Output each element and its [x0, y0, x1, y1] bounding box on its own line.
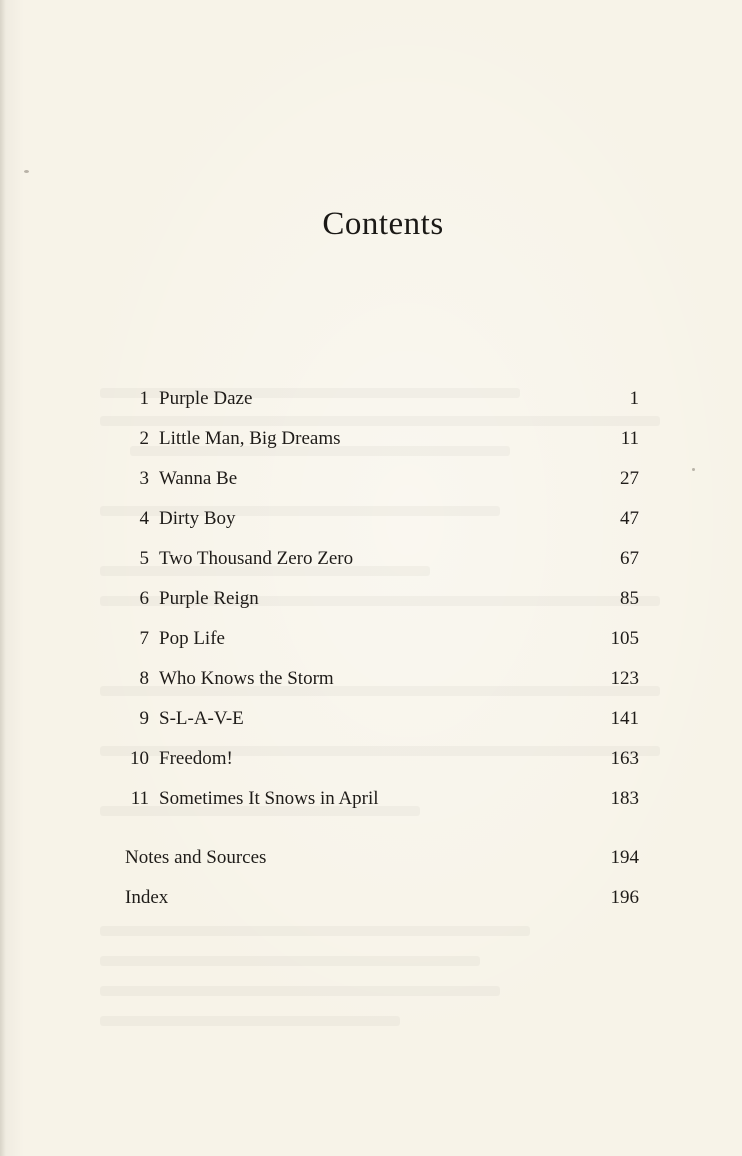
- chapter-title: Purple Daze: [159, 388, 253, 409]
- chapter-number: 11: [130, 788, 149, 809]
- chapter-title: Purple Reign: [159, 588, 259, 609]
- chapter-title: Pop Life: [159, 628, 225, 649]
- chapter-page-number: 141: [610, 708, 639, 729]
- chapter-number: 8: [139, 668, 149, 689]
- toc-entry: [125, 425, 639, 465]
- toc-entry: [125, 465, 639, 505]
- page-spine-edge: [0, 0, 6, 1156]
- page-title: Contents: [322, 206, 444, 242]
- chapter-page-number: 123: [610, 668, 639, 689]
- toc-entry: [125, 884, 639, 924]
- chapter-title: Freedom!: [159, 748, 233, 769]
- chapter-title: Sometimes It Snows in April: [159, 788, 379, 809]
- chapter-title: Dirty Boy: [159, 508, 236, 529]
- bleed-through-line: [100, 956, 480, 966]
- chapter-number: 3: [139, 468, 149, 489]
- chapter-page-number: 85: [620, 588, 639, 609]
- chapter-title: Two Thousand Zero Zero: [159, 548, 354, 569]
- chapter-number: 6: [139, 588, 149, 609]
- back-matter-page-number: 194: [610, 847, 639, 868]
- back-matter-title: Notes and Sources: [125, 847, 267, 868]
- chapter-page-number: 11: [620, 428, 639, 449]
- toc-entry: [125, 705, 639, 745]
- toc-entry: [125, 585, 639, 625]
- back-matter-title: Index: [125, 887, 169, 908]
- chapter-number: 5: [139, 548, 149, 569]
- chapter-page-number: 67: [620, 548, 639, 569]
- chapter-number: 2: [139, 428, 149, 449]
- bleed-through-line: [100, 1016, 400, 1026]
- back-matter-list: [125, 844, 639, 924]
- chapter-title: S-L-A-V-E: [159, 708, 244, 729]
- toc-entry: [125, 785, 639, 825]
- chapter-title: Little Man, Big Dreams: [159, 428, 341, 449]
- paper-speck: [692, 468, 695, 471]
- toc-entry: [125, 545, 639, 585]
- chapter-page-number: 47: [620, 508, 639, 529]
- chapter-title: Wanna Be: [159, 468, 238, 489]
- chapter-number: 9: [139, 708, 149, 729]
- toc-entry: [125, 385, 639, 425]
- chapter-page-number: 163: [610, 748, 639, 769]
- table-of-contents: [125, 385, 639, 825]
- chapter-page-number: 105: [610, 628, 639, 649]
- chapter-number: 7: [139, 628, 149, 649]
- toc-entry: [125, 745, 639, 785]
- chapter-title: Who Knows the Storm: [159, 668, 334, 689]
- bleed-through-line: [100, 926, 530, 936]
- toc-entry: [125, 844, 639, 884]
- chapter-page-number: 27: [620, 468, 639, 489]
- toc-entry: [125, 505, 639, 545]
- back-matter-page-number: 196: [610, 887, 639, 908]
- paper-speck: [24, 170, 29, 173]
- bleed-through-line: [100, 986, 500, 996]
- chapter-number: 10: [130, 748, 149, 769]
- chapter-page-number: 183: [610, 788, 639, 809]
- chapter-page-number: 1: [629, 388, 639, 409]
- chapter-number: 1: [139, 388, 149, 409]
- toc-entry: [125, 625, 639, 665]
- chapter-number: 4: [139, 508, 149, 529]
- toc-entry: [125, 665, 639, 705]
